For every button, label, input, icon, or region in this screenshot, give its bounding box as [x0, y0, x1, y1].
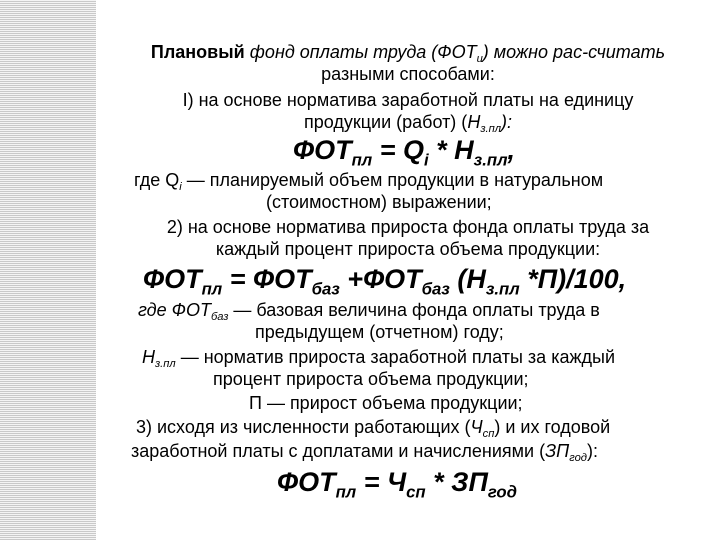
formula1-h-sub: з.пл — [473, 150, 508, 170]
method3-d: ): — [586, 441, 598, 461]
intro-bold-word: Плановый — [150, 42, 245, 62]
intro-line-1 — [96, 41, 720, 63]
method1-line-1: I) на основе норматива заработной платы на единицу — [182, 90, 634, 110]
where2-line-2: предыдущем (отчетном) году; — [255, 322, 504, 342]
method1-var: Н — [467, 112, 481, 132]
formula-3 — [277, 466, 518, 502]
formula2-d: (Н — [449, 264, 486, 294]
formula3-a: ФОТ — [277, 467, 336, 497]
where1-b: — планируемый объем продукции в натуральном — [181, 170, 604, 190]
method3-c: заработной платы с доплатами и начислениями ( — [131, 441, 546, 461]
method3-a: 3) исходя из численности работающих ( — [136, 417, 471, 437]
formula2-c-sub: баз — [421, 279, 450, 299]
where2-text: — норматив прироста заработной платы за каждый — [175, 347, 616, 367]
formula-1 — [293, 134, 516, 170]
where2-var-sub: з.пл — [155, 357, 176, 370]
method1-end: ): — [501, 112, 513, 132]
method2-line-1: 2) на основе норматива прироста фонда оплаты труда за — [166, 217, 650, 237]
formula1-end: , — [507, 135, 516, 165]
formula2-c: +ФОТ — [339, 264, 422, 294]
formula3-a-sub: пл — [335, 482, 357, 502]
where2-a: где ФОТ — [138, 300, 211, 320]
formula1-eq: = Q — [372, 135, 424, 165]
method3-var-sub: сп — [482, 427, 495, 440]
where1-sub: i — [179, 180, 182, 193]
method1-text: продукции (работ) ( — [303, 112, 468, 132]
formula1-lhs-sub: пл — [351, 150, 373, 170]
intro-text-a: фонд оплаты труда (ФОТ — [244, 42, 477, 62]
method3-var2: ЗП — [545, 441, 570, 461]
where2-sub: баз — [210, 310, 229, 323]
method3-line-2 — [131, 440, 598, 462]
formula1-q-sub: i — [424, 150, 429, 170]
intro-sub: и — [476, 52, 483, 65]
where2-line-1 — [138, 299, 600, 321]
intro-line-2: разными способами: — [321, 64, 495, 84]
formula2-b-sub: баз — [311, 279, 340, 299]
where2-var: Н — [142, 347, 155, 367]
where1-a: где Q — [134, 170, 180, 190]
formula2-a: ФОТ — [143, 264, 202, 294]
intro-text-b: ) можно рас-считать — [482, 42, 666, 62]
formula-2 — [143, 263, 627, 299]
side-decor-stripe — [0, 0, 96, 540]
formula2-e: *П)/100, — [519, 264, 627, 294]
formula3-c: * ЗП — [425, 467, 488, 497]
where2-line-3 — [142, 346, 615, 368]
formula2-d-sub: з.пл — [485, 279, 520, 299]
where2-line-5: П — прирост объема продукции; — [249, 393, 523, 413]
method3-line-1 — [136, 416, 610, 438]
formula3-c-sub: год — [487, 482, 518, 502]
where2-line-4: процент прироста объема продукции; — [213, 369, 529, 389]
formula1-lhs: ФОТ — [293, 135, 352, 165]
method2-line-2: каждый процент прироста объема продукции: — [215, 239, 601, 259]
where2-b: — базовая величина фонда оплаты труда в — [228, 300, 600, 320]
formula2-b: = ФОТ — [222, 264, 312, 294]
method1-var-sub: з.пл — [480, 122, 502, 135]
method3-b: ) и их годовой — [494, 417, 611, 437]
formula3-b: = Ч — [356, 467, 407, 497]
where1-line-1 — [134, 169, 603, 191]
formula3-b-sub: сп — [406, 482, 426, 502]
formula1-op: * Н — [428, 135, 474, 165]
method1-line-2 — [96, 111, 720, 133]
formula2-a-sub: пл — [201, 279, 223, 299]
method3-var: Ч — [470, 417, 483, 437]
method3-var2-sub: год — [569, 451, 587, 464]
where1-line-2: (стоимостном) выражении; — [266, 192, 492, 212]
